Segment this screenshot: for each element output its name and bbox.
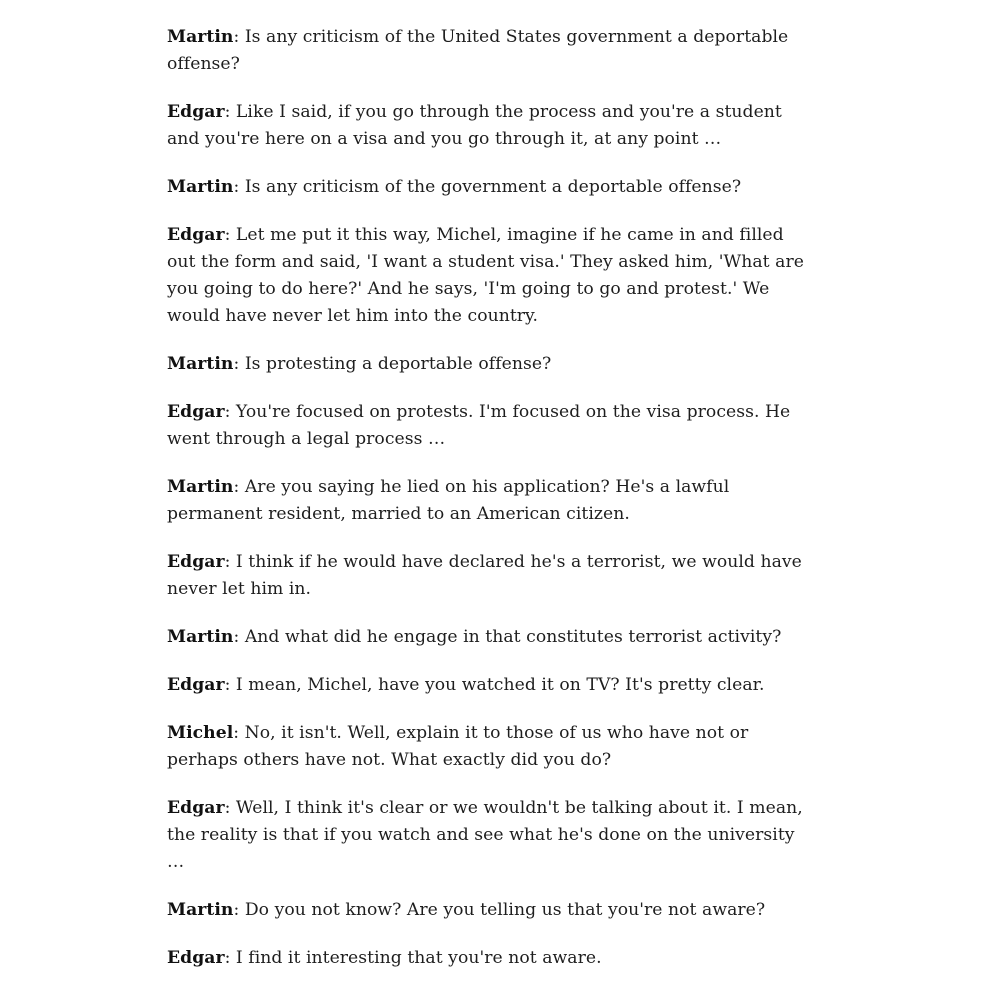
exchange — [167, 624, 817, 651]
utterance: : And what did he engage in that constitutes terrorist activity? — [233, 627, 782, 647]
speaker-name: Edgar — [167, 798, 225, 818]
speaker-name: Michel — [167, 723, 234, 743]
utterance: : Let me put it this way, Michel, imagine if he came in and filled out the form and said, 'I want a student visa.' They asked him, 'What are you going to do here?' And he says, 'I'm going to go and protest.' We would have never let him into the country. — [167, 225, 804, 326]
speaker-name: Edgar — [167, 225, 225, 245]
utterance: : Are you saying he lied on his application? He's a lawful permanent resident, married to an American citizen. — [167, 477, 730, 524]
utterance: : I mean, Michel, have you watched it on TV? It's pretty clear. — [224, 675, 765, 695]
exchange — [167, 549, 817, 603]
exchange — [167, 474, 817, 528]
utterance: : Is any criticism of the United States government a deportable offense? — [167, 27, 789, 74]
utterance: : I find it interesting that you're not aware. — [224, 948, 602, 968]
exchange — [167, 897, 817, 924]
utterance: : You're focused on protests. I'm focused on the visa process. He went through a legal process … — [167, 402, 791, 449]
speaker-name: Edgar — [167, 102, 225, 122]
speaker-name: Martin — [167, 27, 234, 47]
utterance: : Do you not know? Are you telling us that you're not aware? — [233, 900, 766, 920]
exchange — [167, 399, 817, 453]
exchange — [167, 99, 817, 153]
speaker-name: Edgar — [167, 402, 225, 422]
speaker-name: Martin — [167, 477, 234, 497]
exchange — [167, 672, 817, 699]
exchange — [167, 222, 817, 330]
exchange — [167, 945, 817, 972]
utterance: : Is protesting a deportable offense? — [233, 354, 552, 374]
utterance: : I think if he would have declared he's a terrorist, we would have never let him in. — [167, 552, 802, 599]
exchange — [167, 795, 817, 876]
transcript — [167, 24, 817, 993]
utterance: : No, it isn't. Well, explain it to those of us who have not or perhaps others have not. What exactly did you do? — [167, 723, 749, 770]
speaker-name: Martin — [167, 900, 234, 920]
speaker-name: Martin — [167, 177, 234, 197]
utterance: : Is any criticism of the government a deportable offense? — [233, 177, 742, 197]
exchange — [167, 24, 817, 78]
speaker-name: Edgar — [167, 675, 225, 695]
exchange — [167, 720, 817, 774]
exchange — [167, 351, 817, 378]
utterance: : Like I said, if you go through the process and you're a student and you're here on a visa and you go through it, at any point … — [167, 102, 782, 149]
exchange — [167, 174, 817, 201]
speaker-name: Edgar — [167, 948, 225, 968]
utterance: : Well, I think it's clear or we wouldn't be talking about it. I mean, the reality is that if you watch and see what he's done on the university … — [167, 798, 803, 872]
speaker-name: Martin — [167, 627, 234, 647]
speaker-name: Martin — [167, 354, 234, 374]
speaker-name: Edgar — [167, 552, 225, 572]
